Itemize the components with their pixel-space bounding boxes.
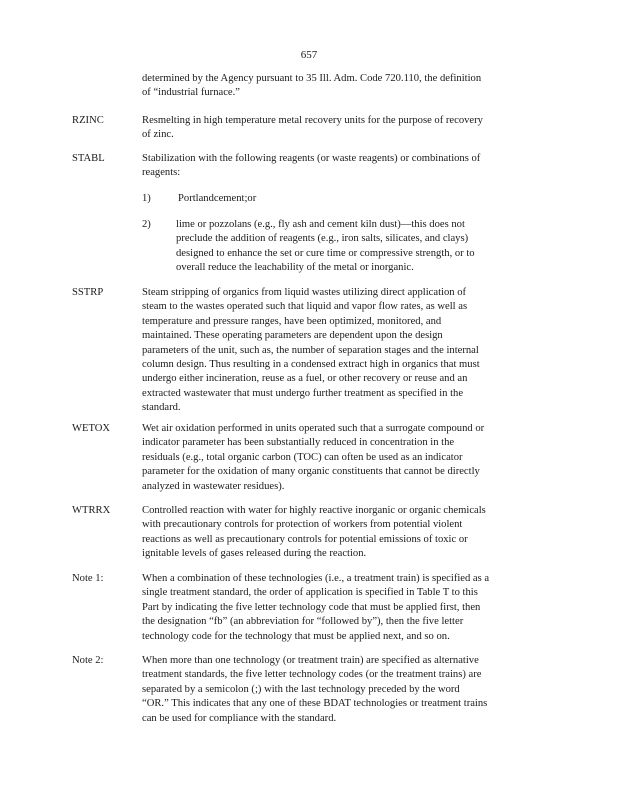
entry-term: SSTRP: [72, 287, 104, 298]
stabl-item-2: [142, 218, 534, 276]
list-number: 1): [142, 193, 151, 204]
entry-definition: Wet air oxidation performed in units operated such that a surrogate compound or indicator parameter has been substantially reduced in concentration in the residuals (e.g., total organic carbon (TOC) can often be used as an indicator parameter for the oxidation of many organic constituents that cannot be directly analyzed in wastewater residues).: [142, 423, 485, 492]
note-1: [72, 572, 542, 644]
entry-term: RZINC: [72, 115, 104, 126]
entry-wtrrx: [72, 504, 542, 562]
entry-definition: Stabilization with the following reagents (or waste reagents) or combinations of reagents:: [142, 153, 481, 179]
entry-term: STABL: [72, 153, 105, 164]
list-number: 2): [142, 219, 151, 230]
entry-definition: Steam stripping of organics from liquid wastes utilizing direct application of steam to the wastes operated such that liquid and vapor flow rates, as well as temperature and pressure ranges, have been optimized, monitored, and maintained. These operating parameters are dependent upon the design parameters of the unit, such as, the number of separation stages and the internal column design. Thus resulting in a condensed extract high in organics that must undergo either incineration, reuse as a fuel, or other recovery or reuse and an extracted wastewater that must undergo further treatment as specified in the standard.: [142, 287, 480, 414]
entry-sstrp: [72, 286, 542, 416]
note-2: [72, 654, 542, 726]
entry-rzinc: [72, 114, 542, 143]
page-number: 657: [300, 49, 318, 61]
list-text: Portlandcement;or: [178, 193, 257, 204]
entry-term: WTRRX: [72, 505, 111, 516]
entry-stabl: [72, 152, 542, 181]
entry-definition: Resmelting in high temperature metal recovery units for the purpose of recovery of zinc.: [142, 115, 483, 141]
entry-wetox: [72, 422, 542, 494]
entry-definition: When a combination of these technologies (i.e., a treatment train) is specified as a single treatment standard, the order of application is specified in Table T to this Part by indicating the five letter technology code that must be applied first, then the designation “fb” (an abbreviation for “followed by”), then the five letter technology code for the technology that must be applied next, and so on.: [142, 573, 490, 642]
entry-definition: When more than one technology (or treatment train) are specified as alternative treatment standards, the five letter technology codes (or the treatment trains) are separated by a semicolon (;) with the last technology preceded by the word “OR.” This indicates that any one of these BDAT technologies or treatment trains can be used for compliance with the standard.: [142, 655, 488, 724]
entry-term: Note 2:: [72, 655, 104, 666]
entry-term: WETOX: [72, 423, 111, 434]
entry-definition: Controlled reaction with water for highly reactive inorganic or organic chemicals with precautionary controls for protection of workers from potential violent reactions as well as precautionary controls for potential emissions of toxic or ignitable levels of gases released during the reaction.: [142, 505, 486, 560]
stabl-item-1: [142, 192, 534, 206]
list-text: lime or pozzolans (e.g., fly ash and cement kiln dust)—this does not preclude the addition of reagents (e.g., iron salts, silicates, and clays) designed to enhance the set or cure time or compressive strength, or to overall reduce the leachability of the metal or inorganic.: [176, 219, 475, 274]
continuation-paragraph: determined by the Agency pursuant to 35 Ill. Adm. Code 720.110, the definition of “industrial furnace.”: [142, 73, 482, 99]
entry-term: Note 1:: [72, 573, 104, 584]
